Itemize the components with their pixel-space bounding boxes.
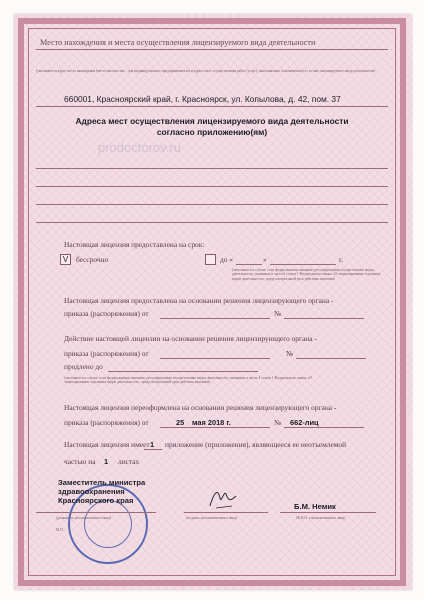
reissue-number-sign: № bbox=[274, 418, 282, 427]
prolonged-label: продлено до bbox=[64, 362, 103, 371]
indefinite-checkbox[interactable]: V bbox=[60, 254, 71, 265]
until-checkbox[interactable] bbox=[205, 254, 216, 265]
indefinite-label: бессрочно bbox=[76, 255, 109, 264]
until-month-line bbox=[270, 264, 336, 265]
year-suffix: г. bbox=[339, 255, 344, 264]
appendix-sheets: 1 bbox=[104, 457, 109, 466]
basis-number-sign: № bbox=[274, 309, 282, 318]
heading-underline bbox=[36, 49, 388, 50]
reissue-number-line bbox=[284, 427, 364, 428]
signer-name: Б.М. Немик bbox=[294, 502, 336, 511]
reissue-month-year: мая 2018 г. bbox=[192, 418, 231, 427]
basis-date-line bbox=[160, 318, 270, 319]
blank-line bbox=[36, 204, 388, 205]
extension-order-label: приказа (распоряжения) от bbox=[64, 349, 149, 358]
signature-line bbox=[184, 512, 268, 513]
basis-text: Настоящая лицензия предоставлена на основании решения лицензирующего органа - bbox=[64, 296, 334, 305]
section-heading: Место нахождения и места осуществления лицензируемого вида деятельности bbox=[40, 38, 316, 47]
heading-note: (указываются адрес места нахождения (места жительства – для индивидуального предпринимателя) и адреса мест осуществления работ (услуг), выполняемых (оказываемых) в составе лицензируемого вида деятельности) bbox=[36, 69, 376, 73]
reissue-text: Настоящая лицензия переоформлена на основании решения лицензирующего органа - bbox=[64, 403, 337, 412]
signer-position: Заместитель министра здравоохранения Красноярского края bbox=[58, 478, 146, 505]
appendix-text-after: приложение (приложения), являющееся ее неотъемлемой bbox=[165, 440, 347, 449]
position-line bbox=[36, 512, 156, 513]
appendix-count-line bbox=[144, 449, 162, 450]
blank-line bbox=[36, 168, 388, 169]
sign-note: (подпись уполномоченного лица) bbox=[186, 516, 238, 520]
basis-number-line bbox=[284, 318, 364, 319]
until-day-line bbox=[236, 264, 262, 265]
appendix-count: 1 bbox=[150, 440, 155, 449]
handwritten-signature bbox=[206, 484, 240, 512]
reissue-date-line bbox=[160, 427, 270, 428]
extension-note: (заполняется в случае, если федеральными законами, регулирующими осуществление видов деятельности, указанных в части 4 статьи 1 Федерального закона «О лицензировании отдельных видов деятельности», предусмотрен иной срок действия лицензии) bbox=[64, 376, 313, 385]
places-title: Адреса мест осуществления лицензируемого вида деятельности согласно приложению(ям) bbox=[75, 116, 349, 137]
extension-number-sign: № bbox=[286, 349, 294, 358]
appendix-part-label: частью на bbox=[64, 457, 96, 466]
address-underline bbox=[36, 106, 388, 107]
watermark: prodoctorov.ru bbox=[98, 140, 181, 155]
blank-line bbox=[36, 186, 388, 187]
name-note: (Ф.И.О. уполномоченного лица) bbox=[296, 516, 346, 520]
extension-text: Действие настоящей лицензии на основании решения лицензирующего органа - bbox=[64, 334, 317, 343]
seal-emblem bbox=[84, 500, 132, 548]
appendix-sheets-label: листах bbox=[118, 457, 140, 466]
extension-number-line bbox=[296, 358, 366, 359]
reissue-order-label: приказа (распоряжения) от bbox=[64, 418, 149, 427]
prolonged-line bbox=[108, 371, 258, 372]
extension-date-line bbox=[160, 358, 270, 359]
term-label: Настоящая лицензия предоставлена на срок: bbox=[64, 240, 205, 249]
stamp-note: М.П. bbox=[56, 528, 64, 532]
address-text: 660001, Красноярский край, г. Красноярск, ул. Копылова, д. 42, пом. 37 bbox=[64, 94, 341, 104]
reissue-day: 25 bbox=[176, 418, 185, 427]
reissue-number: 662-лиц bbox=[290, 418, 319, 427]
basis-order-label: приказа (распоряжения) от bbox=[64, 309, 149, 318]
blank-line bbox=[36, 222, 388, 223]
until-label: до « bbox=[220, 255, 233, 264]
name-line bbox=[280, 512, 376, 513]
until-quote-end: » bbox=[263, 255, 267, 264]
appendix-text-before: Настоящая лицензия имеет bbox=[64, 440, 150, 449]
position-note: (должность уполномоченного лица) bbox=[56, 516, 112, 520]
term-note: (заполняется в случае, если федеральными законами, регулирующими осуществление видов деятельности, указанных в части 4 статьи 1 Федерального закона «О лицензировании отдельных видов деятельности», предусмотрен иной срок действия лицензии) bbox=[232, 268, 381, 281]
